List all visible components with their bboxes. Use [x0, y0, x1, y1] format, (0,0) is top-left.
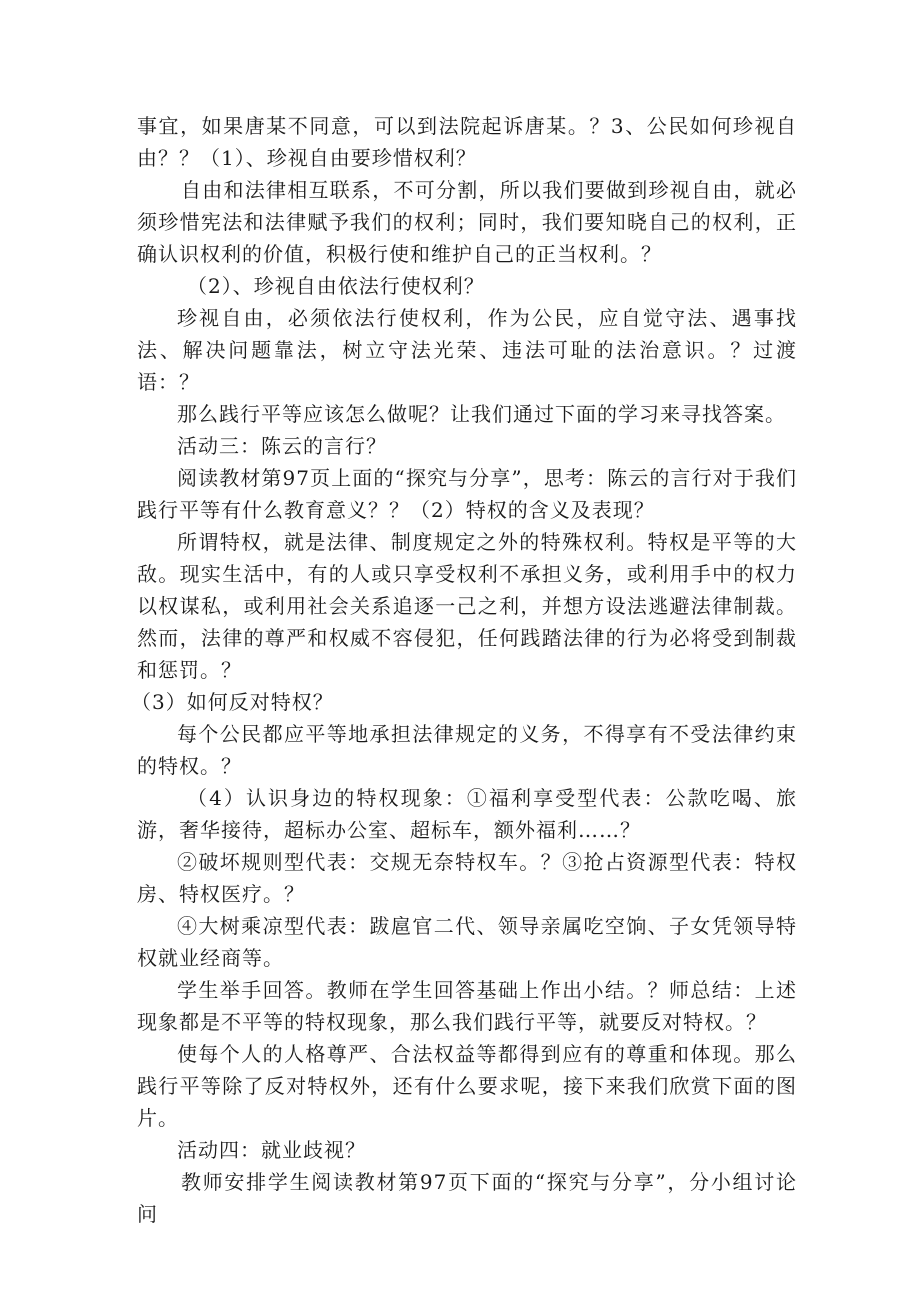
paragraph: 那么践行平等应该怎么做呢？让我们通过下面的学习来寻找答案。 — [177, 402, 786, 426]
paragraph: 事宜，如果唐某不同意，可以到法院起诉唐某。？3、公民如何珍视自由？？（1）、珍视自由要珍惜权利？ — [137, 114, 797, 170]
paragraph: ②破坏规则型代表：交规无奈特权车。？③抢占资源型代表：特权房、特权医疗。？ — [137, 850, 797, 906]
paragraph: 学生举手回答。教师在学生回答基础上作出小结。？师总结：上述现象都是不平等的特权现象，那么我们践行平等，就要反对特权。？ — [137, 978, 797, 1034]
paragraph: ④大树乘凉型代表：跋扈官二代、领导亲属吃空饷、子女凭领导特权就业经商等。 — [137, 914, 797, 970]
paragraph: 教师安排学生阅读教材第97页下面的“探究与分享”，分小组讨论问 — [137, 1170, 797, 1226]
document-body — [131, 110, 797, 1230]
paragraph: 珍视自由，必须依法行使权利，作为公民，应自觉守法、遇事找法、解决问题靠法，树立守法光荣、违法可耻的法治意识。？过渡语：？ — [137, 306, 797, 394]
paragraph-heading: 活动四：就业歧视？ — [177, 1138, 366, 1162]
paragraph: 使每个人的人格尊严、合法权益等都得到应有的尊重和体现。那么践行平等除了反对特权外，还有什么要求呢，接下来我们欣赏下面的图片。 — [137, 1042, 797, 1130]
paragraph-heading: （2）、珍视自由依法行使权利？ — [187, 274, 485, 298]
paragraph: 阅读教材第97页上面的“探究与分享”，思考：陈云的言行对于我们践行平等有什么教育意义？？（2）特权的含义及表现？ — [137, 466, 797, 522]
paragraph: 每个公民都应平等地承担法律规定的义务，不得享有不受法律约束的特权。？ — [137, 722, 797, 778]
paragraph-heading: 活动三：陈云的言行？ — [177, 434, 387, 458]
paragraph: 所谓特权，就是法律、制度规定之外的特殊权利。特权是平等的大敌。现实生活中，有的人或只享受权利不承担义务，或利用手中的权力以权谋私，或利用社会关系追逐一己之利，并想方设法逃避法律制裁。然而，法律的尊严和权威不容侵犯，任何践踏法律的行为必将受到制裁和惩罚。？ — [137, 530, 797, 682]
paragraph-heading: （3）如何反对特权？ — [131, 690, 334, 714]
paragraph: （4）认识身边的特权现象：①福利享受型代表：公款吃喝、旅游，奢华接待，超标办公室、超标车，额外福利……？ — [137, 786, 797, 842]
paragraph: 自由和法律相互联系，不可分割，所以我们要做到珍视自由，就必须珍惜宪法和法律赋予我们的权利；同时，我们要知晓自己的权利，正确认识权利的价值，积极行使和维护自己的正当权利。？ — [137, 178, 797, 266]
